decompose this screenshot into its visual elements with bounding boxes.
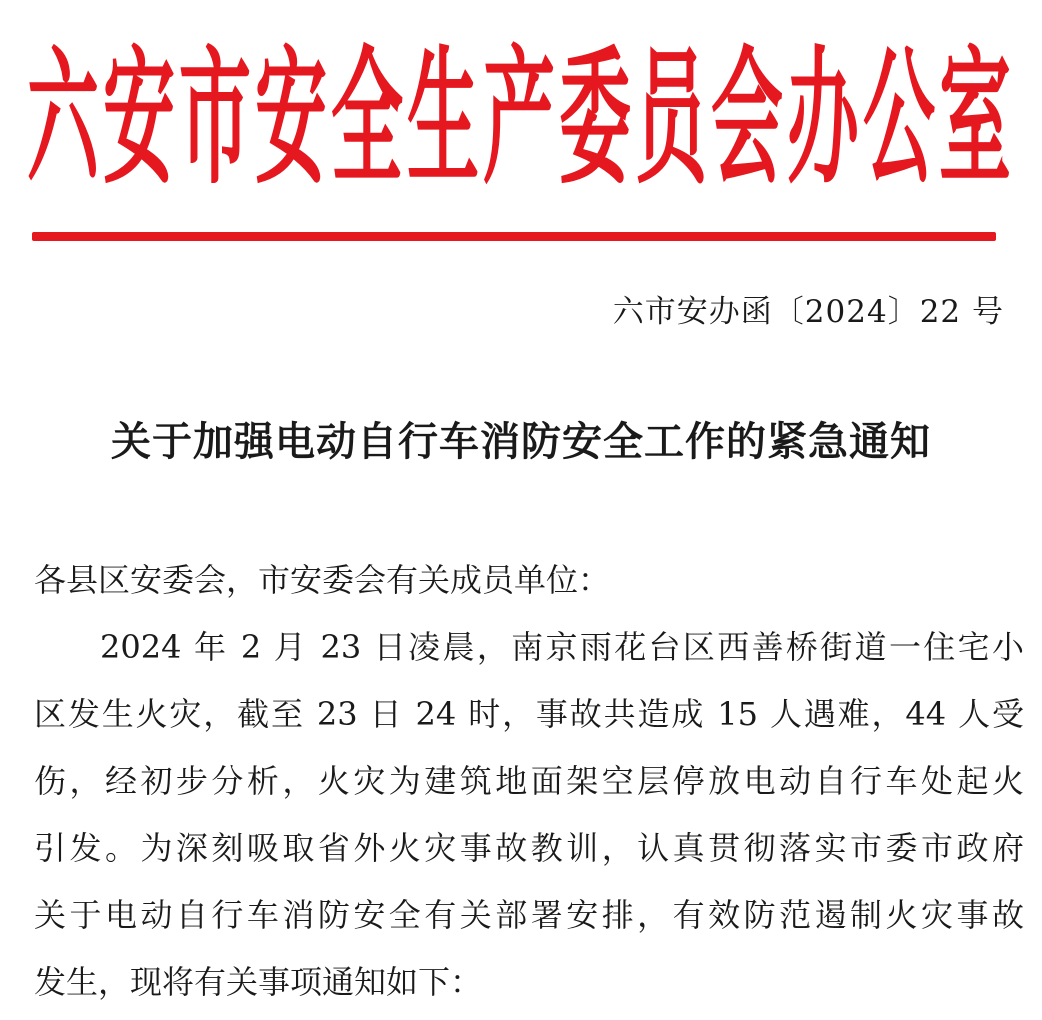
body-line: 区发生火灾，截至 23 日 24 时，事故共造成 15 人遇难，44 人受 xyxy=(34,695,1024,733)
body-paragraph xyxy=(34,614,1024,1016)
salutation: 各县区安委会，市安委会有关成员单位： xyxy=(34,561,611,599)
body-line: 2024 年 2 月 23 日凌晨，南京雨花台区西善桥街道一住宅小 xyxy=(100,628,1024,666)
document-number: 六市安办函〔2024〕22 号 xyxy=(612,294,1004,330)
body-line: 关于电动自行车消防安全有关部署安排，有效防范遏制火灾事故 xyxy=(34,896,1024,934)
notice-title: 关于加强电动自行车消防安全工作的紧急通知 xyxy=(111,419,931,465)
red-header-rule xyxy=(32,232,996,241)
body-line: 发生，现将有关事项通知如下： xyxy=(34,963,483,1001)
issuing-office-name: 六安市安全生产委员会办公室 xyxy=(27,31,1016,205)
document-header xyxy=(27,18,1016,218)
body-line: 伤，经初步分析，火灾为建筑地面架空层停放电动自行车处起火 xyxy=(34,762,1024,800)
body-line: 引发。为深刻吸取省外火灾事故教训，认真贯彻落实市委市政府 xyxy=(34,829,1024,867)
